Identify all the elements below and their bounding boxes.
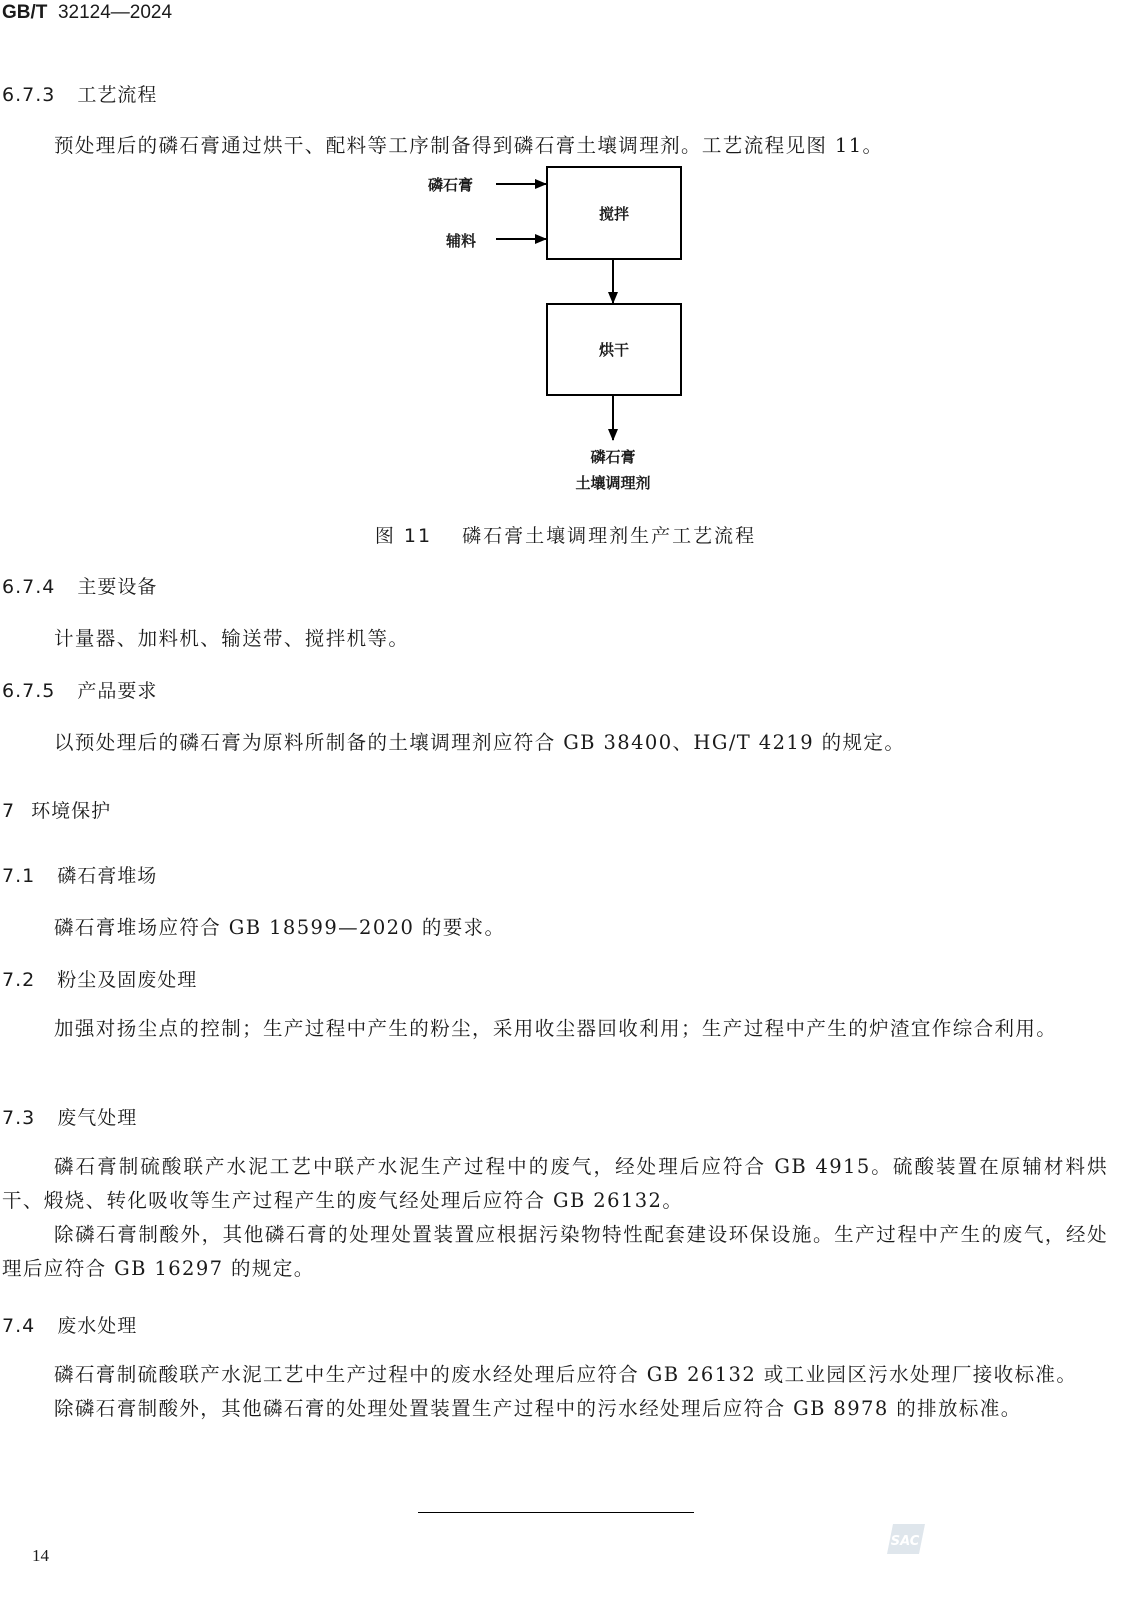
heading-title: 废水处理 — [57, 1315, 138, 1337]
heading-number: 6.7.4 — [2, 576, 56, 598]
heading-7-4 — [2, 1311, 137, 1338]
sac-logo-text: SAC — [890, 1534, 920, 1549]
paragraph-6-7-3: 预处理后的磷石膏通过烘干、配料等工序制备得到磷石膏土壤调理剂。工艺流程见图 11。 — [54, 134, 884, 157]
sac-logo-icon — [885, 1520, 931, 1558]
flow-output-line-2: 土壤调理剂 — [575, 474, 651, 492]
flow-step-label: 烘干 — [598, 341, 629, 359]
heading-title: 磷石膏堆场 — [57, 865, 158, 887]
section-7-4-body — [2, 1358, 1108, 1426]
paragraph-text: 磷石膏制硫酸联产水泥工艺中生产过程中的废水经处理后应符合 GB 26132 或工业园区污水处理厂接收标准。 — [54, 1363, 1078, 1386]
flow-step-label: 搅拌 — [598, 204, 629, 223]
heading-title: 粉尘及固废处理 — [57, 969, 198, 991]
heading-number: 7.4 — [2, 1315, 36, 1337]
heading-title: 主要设备 — [77, 576, 158, 598]
figure-title: 磷石膏土壤调理剂生产工艺流程 — [462, 525, 757, 547]
page-number: 14 — [32, 1546, 49, 1565]
end-rule — [418, 1512, 694, 1513]
heading-number: 6.7.5 — [2, 680, 56, 702]
flow-step-drying — [546, 303, 682, 396]
heading-7-1 — [2, 861, 157, 888]
flow-output — [560, 444, 666, 496]
section-7-3-body — [2, 1150, 1108, 1286]
heading-7 — [2, 796, 111, 823]
flow-input-phosphogypsum: 磷石膏 — [428, 176, 474, 194]
heading-6-7-5 — [2, 676, 157, 703]
heading-title: 工艺流程 — [77, 84, 158, 106]
paragraph-text: 磷石膏制硫酸联产水泥工艺中联产水泥生产过程中的废气，经处理后应符合 GB 4915。硫酸装置在原辅材料烘干、煅烧、转化吸收等生产过程产生的废气经处理后应符合 GB 26132。 — [2, 1155, 1108, 1212]
paragraph-text: 除磷石膏制酸外，其他磷石膏的处理处置装置生产过程中的污水经处理后应符合 GB 8978 的排放标准。 — [54, 1397, 1022, 1420]
standard-prefix: GB/T — [2, 2, 48, 23]
figure-number: 图 11 — [374, 525, 433, 547]
heading-number: 6.7.3 — [2, 84, 56, 106]
heading-7-3 — [2, 1103, 137, 1130]
paragraph-text: 除磷石膏制酸外，其他磷石膏的处理处置装置应根据污染物特性配套建设环保设施。生产过程中产生的废气，经处理后应符合 GB 16297 的规定。 — [2, 1223, 1108, 1280]
heading-7-2 — [2, 965, 197, 992]
heading-title: 环境保护 — [31, 800, 112, 822]
heading-title: 废气处理 — [57, 1107, 138, 1129]
heading-number: 7.2 — [2, 969, 36, 991]
heading-number: 7.1 — [2, 865, 36, 887]
flow-step-mixing — [546, 166, 682, 260]
paragraph-6-7-5: 以预处理后的磷石膏为原料所制备的土壤调理剂应符合 GB 38400、HG/T 4219 的规定。 — [54, 731, 906, 754]
paragraph-7-1: 磷石膏堆场应符合 GB 18599—2020 的要求。 — [54, 916, 506, 939]
flow-output-line-1: 磷石膏 — [590, 448, 636, 466]
paragraph-6-7-4: 计量器、加料机、输送带、搅拌机等。 — [54, 627, 410, 650]
heading-number: 7 — [2, 800, 16, 822]
standard-number: 32124—2024 — [57, 2, 173, 23]
flow-input-auxiliary: 辅料 — [446, 232, 477, 250]
heading-number: 7.3 — [2, 1107, 36, 1129]
flow-connectors — [0, 0, 1131, 520]
paragraph-text: 加强对扬尘点的控制；生产过程中产生的粉尘，采用收尘器回收利用；生产过程中产生的炉渣宜作综合利用。 — [54, 1017, 1058, 1040]
figure-caption — [0, 521, 1131, 548]
heading-title: 产品要求 — [77, 680, 158, 702]
heading-6-7-4 — [2, 572, 157, 599]
paragraph-7-2 — [2, 1012, 1108, 1046]
